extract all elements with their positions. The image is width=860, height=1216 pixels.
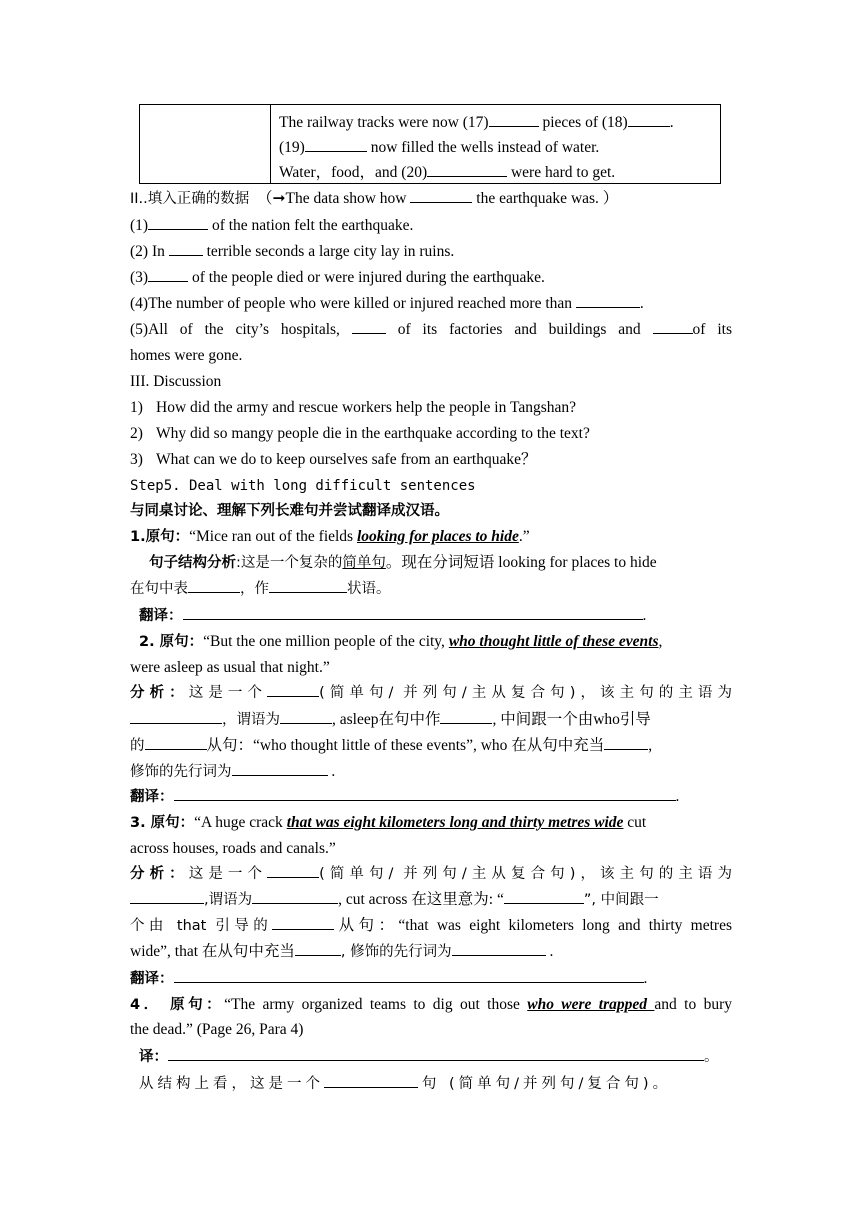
blank-s3-type[interactable] (267, 861, 319, 878)
table-right-cell (279, 110, 716, 185)
sentence1-analysis-cont: 在句中表 ，作 状语。 (130, 576, 732, 602)
blank-q4[interactable] (576, 291, 640, 308)
blank-19[interactable] (305, 135, 367, 152)
blank-s2-predicate[interactable] (280, 707, 332, 724)
sentence1-translation: 翻译： . (139, 603, 732, 629)
blank-s2-role[interactable] (604, 733, 648, 750)
sentence4-translation: 译： 。 (139, 1044, 732, 1070)
sentence3-analysis-4: wide”, that 在从句中充当 , 修饰的先行词为 . (130, 939, 732, 965)
blank-s4-type[interactable] (324, 1071, 418, 1088)
sentence3-analysis-3: 个由 that 引导的 从句：“that was eight kilometers long and thirty metres (130, 913, 732, 939)
section2-heading: II..填入正确的数据 （➞The data show how the earthquake was. ） (130, 186, 732, 212)
blank-s2-type[interactable] (267, 680, 319, 697)
table-left-cell (140, 105, 271, 183)
discussion-item: 3) What can we do to keep ourselves safe from an earthquake？ (130, 451, 537, 468)
blank-20[interactable] (427, 160, 507, 177)
blank-s2-translation[interactable] (174, 784, 676, 801)
blank-s4-translation[interactable] (168, 1044, 704, 1061)
step5-heading: Step5. Deal with long difficult sentences (130, 478, 476, 494)
sentence3-analysis-2: ,谓语为 , cut across 在这里意为: “ ”, 中间跟一 (130, 887, 732, 913)
blank-s2-asleep[interactable] (440, 707, 492, 724)
blank-s2-clause[interactable] (145, 733, 207, 750)
blank-q1[interactable] (148, 213, 208, 230)
blank-s2-subject[interactable] (130, 707, 222, 724)
sentence3-original-cont: across houses, roads and canals.” (130, 840, 336, 857)
blank-18[interactable] (628, 110, 670, 127)
blank-s3-clause[interactable] (272, 913, 334, 930)
blank-s3-antecedent[interactable] (452, 939, 546, 956)
blank-q3[interactable] (148, 265, 188, 282)
sentence3-translation: 翻译： . (130, 966, 732, 992)
discussion-item: 1) How did the army and rescue workers help the people in Tangshan? (130, 399, 577, 416)
data-question-3: (3) of the people died or were injured during the earthquake. (130, 265, 732, 291)
sentence2-analysis-2: ，谓语为 , asleep在句中作 , 中间跟一个由who引导 (130, 707, 732, 733)
step5-instruction: 与同桌讨论、理解下列长难句并尝试翻译成汉语。 (130, 503, 449, 519)
sentence4-structure: 从结构上看，这是一个 句 (简单句/并列句/复合句)。 (139, 1071, 732, 1097)
table-line-1: The railway tracks were now (17) pieces of (18) . (279, 110, 716, 135)
blank-data-show-how[interactable] (410, 186, 472, 203)
sentence2-original: 2. 原句：“But the one million people of the city, who thought little of these events, (139, 633, 663, 650)
sentence4-original: 4． 原句：“The army organized teams to dig out those who were trapped and to bury (130, 996, 732, 1013)
sentence2-analysis-1: 分析：这是一个 (简单句/ 并列句/主从复合句)，该主句的主语为 (130, 680, 732, 706)
data-question-5-cont: homes were gone. (130, 347, 243, 364)
discussion-heading: III. Discussion (130, 373, 222, 390)
blank-s2-antecedent[interactable] (232, 759, 328, 776)
blank-q5a[interactable] (352, 317, 386, 334)
discussion-item: 2) Why did so mangy people die in the earthquake according to the text? (130, 425, 590, 442)
sentence3-analysis-1: 分析：这是一个 (简单句/ 并列句/主从复合句)，该主句的主语为 (130, 861, 732, 887)
table-line-3: Water，food，and (20) were hard to get. (279, 160, 716, 185)
sentence3-original: 3. 原句：“A huge crack that was eight kilometers long and thirty metres wide cut (130, 814, 647, 831)
blank-s3-predicate[interactable] (252, 887, 338, 904)
data-question-1: (1) of the nation felt the earthquake. (130, 213, 732, 239)
sentence1-analysis: 句子结构分析:这是一个复杂的简单句。现在分词短语 looking for places to hide (149, 554, 657, 571)
summary-table (139, 104, 721, 184)
blank-17[interactable] (489, 110, 539, 127)
sentence2-original-cont: were asleep as usual that night.” (130, 659, 330, 676)
sentence2-translation: 翻译： . (130, 784, 732, 810)
sentence2-analysis-3: 的 从句：“who thought little of these events”, who 在从句中充当 , (130, 733, 732, 759)
blank-s3-meaning[interactable] (504, 887, 584, 904)
table-line-2: (19) now filled the wells instead of water. (279, 135, 716, 160)
data-question-2: (2) In terrible seconds a large city lay in ruins. (130, 239, 732, 265)
blank-s1-translation[interactable] (183, 603, 643, 620)
data-question-5: (5)All of the city’s hospitals, of its factories and buildings and of its (130, 317, 732, 343)
blank-s1-a[interactable] (188, 576, 240, 593)
blank-s1-b[interactable] (269, 576, 347, 593)
data-question-4: (4)The number of people who were killed or injured reached more than . (130, 291, 732, 317)
blank-q5b[interactable] (653, 317, 693, 334)
blank-q2[interactable] (169, 239, 203, 256)
arrow-icon: ➞ (272, 190, 286, 207)
sentence4-original-cont: the dead.” (Page 26, Para 4) (130, 1021, 304, 1038)
blank-s3-role[interactable] (295, 939, 341, 956)
sentence1-original: 1.原句：“Mice ran out of the fields looking for places to hide.” (130, 528, 530, 545)
sentence2-analysis-4: 修饰的先行词为 . (130, 759, 732, 785)
blank-s3-translation[interactable] (174, 966, 644, 983)
blank-s3-subject[interactable] (130, 887, 204, 904)
